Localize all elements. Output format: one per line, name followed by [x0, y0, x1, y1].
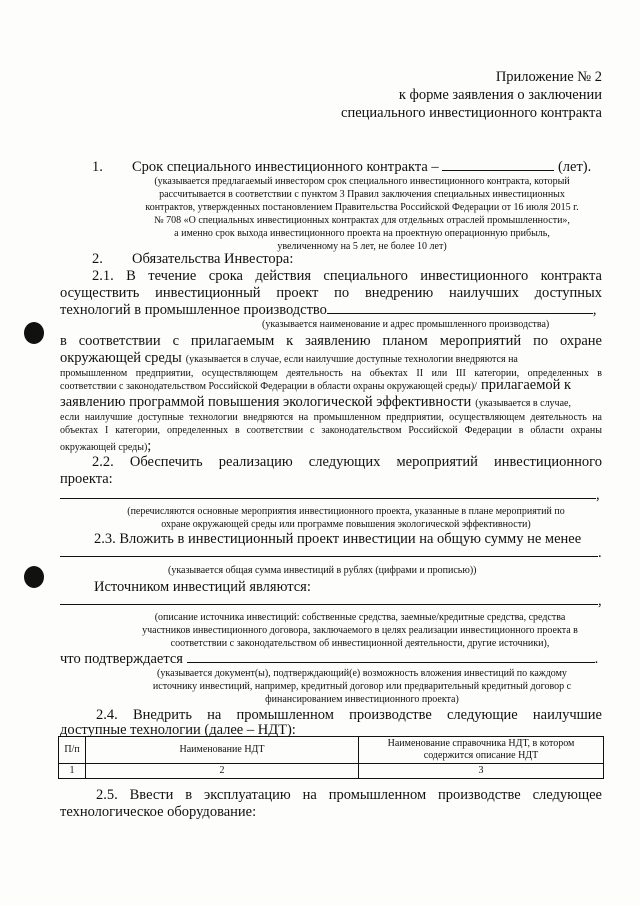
p21-line-8 [60, 393, 602, 411]
p21-line-3-text: технологий в промышленное производство [60, 302, 327, 318]
ndt-cell: 2 [86, 764, 359, 779]
p25-line-2: технологическое оборудование: [60, 804, 257, 820]
p21-line-11-small: окружающей среды) [60, 442, 148, 453]
p21-line-7 [60, 376, 602, 394]
p23-end: . [598, 545, 602, 561]
confirm-note-line: финансированием инвестиционного проекта) [265, 694, 459, 705]
p21-line-3 [60, 301, 602, 319]
appendix-line-1: Приложение № 2 [495, 69, 602, 85]
sources-note-line: (описание источника инвестиций: собственные средства, заемные/кредитные средства, средства [154, 612, 566, 623]
confirm-note-line: источнику инвестиций, например, кредитный договор или предварительный кредитный договор с [152, 681, 572, 692]
p22-end: , [596, 487, 600, 503]
sources-note-line: участников инвестиционного договора, заключаемого в целях реализации инвестиционного проекта в [142, 625, 578, 636]
item1-note-line: увеличенному на 5 лет, не более 10 лет) [277, 241, 447, 252]
item2-title: Обязательства Инвестора: [132, 251, 294, 267]
item1-note-line: контрактов, утвержденных постановлением Правительства Российской Федерации от 16 июля 2015 г. [145, 202, 579, 213]
p23-line-1: 2.3. Вложить в инвестиционный проект инвестиции на общую сумму не менее [94, 531, 582, 547]
p21-line-8-big: заявлению программой повышения экологической эффективности [60, 394, 472, 410]
item1-text: Срок специального инвестиционного контракта – [132, 159, 439, 175]
ndt-table-header [59, 737, 604, 764]
confirm-label: что подтверждается [60, 651, 183, 667]
confirm-end: . [594, 651, 599, 667]
p21-line-6: промышленном предприятии, осуществляющем деятельность на объектах II или III категории, определенных в [60, 368, 602, 379]
p21-line-4: в соответствии с прилагаемым к заявлению планом мероприятий по охране [60, 333, 602, 349]
ndt-col-num: П/п [59, 737, 86, 764]
p22-line-1: 2.2. Обеспечить реализацию следующих мероприятий инвестиционного [92, 454, 602, 470]
p21-line-1: 2.1. В течение срока действия специального инвестиционного контракта [92, 268, 602, 284]
p21-note: (указывается наименование и адрес промышленного производства) [262, 319, 550, 330]
sum-blank [60, 556, 598, 557]
p25-line-1: 2.5. Ввести в эксплуатацию на промышленном производстве следующее [96, 787, 602, 803]
sources-blank [60, 604, 598, 605]
p21-line-5-big: окружающей среды [60, 350, 182, 366]
p21-line-3-end: , [592, 302, 597, 318]
item1-note-line: а именно срок выхода инвестиционного проекта на проектную операционную прибыль, [174, 228, 550, 239]
sources-blank-line [60, 592, 602, 610]
p21-line-7-big: прилагаемой к [480, 377, 572, 393]
item2-number: 2. [92, 251, 103, 267]
item1-line [132, 158, 602, 176]
punch-hole-bottom [24, 566, 44, 588]
p22-note [96, 505, 596, 531]
p21-line-2: осуществить инвестиционный проект по внедрению наилучших доступных [60, 285, 602, 301]
production-blank [327, 313, 593, 314]
item1-note-line: рассчитывается в соответствии с пунктом 3 Правил заключения специальных инвестиционных [159, 189, 565, 200]
ndt-col-name: Наименование НДТ [86, 737, 359, 764]
appendix-line-3: специального инвестиционного контракта [341, 105, 602, 121]
punch-hole-top [24, 322, 44, 344]
sources-note [112, 611, 608, 650]
sources-label: Источником инвестиций являются: [94, 579, 311, 595]
p24-line-1: 2.4. Внедрить на промышленном производстве следующие наилучшие [96, 707, 602, 723]
confirm-note-line: (указывается документ(ы), подтверждающий(е) возможность вложения инвестиций по каждому [157, 668, 567, 679]
p21-line-9: если наилучшие доступные технологии внедряются на промышленном предприятии, осуществляющем деятельность на [60, 412, 602, 423]
p23-note: (указывается общая сумма инвестиций в рублях (цифрами и прописью)) [168, 565, 477, 576]
item1-note-line: № 708 «О специальных инвестиционных контрактах для отдельных отраслей промышленности», [154, 215, 570, 226]
table-row [59, 764, 604, 779]
p21-line-8-small: (указывается в случае, [475, 398, 571, 409]
ndt-cell: 1 [59, 764, 86, 779]
appendix-line-2: к форме заявления о заключении [398, 87, 602, 103]
confirm-blank [187, 662, 595, 663]
item1-note [118, 175, 606, 253]
p22-blank-line [60, 486, 600, 504]
p22-note-line: охране окружающей среды или программе повышения экологической эффективности) [161, 519, 531, 530]
p24-line-2: доступные технологии (далее – НДТ): [60, 722, 296, 738]
sources-end: , [598, 593, 602, 609]
item1-number: 1. [92, 159, 103, 175]
p22-line-2: проекта: [60, 471, 113, 487]
ndt-table [58, 736, 604, 779]
p21-line-5 [60, 349, 602, 367]
confirm-note [118, 667, 606, 706]
ndt-cell: 3 [359, 764, 604, 779]
sources-note-line: соответствии с законодательством об инвестиционной деятельности, другие источники), [170, 638, 550, 649]
ndt-col-reference: Наименование справочника НДТ, в котором содержится описание НДТ [359, 737, 604, 764]
p21-line-5-small: (указывается в случае, если наилучшие доступные технологии внедряются на [185, 354, 518, 365]
item1-note-line: (указывается предлагаемый инвестором срок специального инвестиционного контракта, который [154, 176, 570, 187]
p22-note-line: (перечисляются основные мероприятия инвестиционного проекта, указанные в плане мероприятий по [127, 506, 565, 517]
p21-line-11-end: ; [147, 438, 152, 454]
item1-term-blank [442, 170, 554, 171]
appendix-title [300, 68, 602, 122]
p23-blank-line [60, 544, 602, 562]
confirm-line [60, 650, 598, 668]
p21-line-7-small: соответствии с законодательством Российской Федерации в области охраны окружающей среды)/ [60, 381, 477, 392]
p21-line-10: объектах I категории, определенных в соответствии с законодательством Российской Федерации в области охраны [60, 425, 602, 436]
item1-text-end: (лет). [557, 159, 592, 175]
measures-blank [60, 498, 596, 499]
